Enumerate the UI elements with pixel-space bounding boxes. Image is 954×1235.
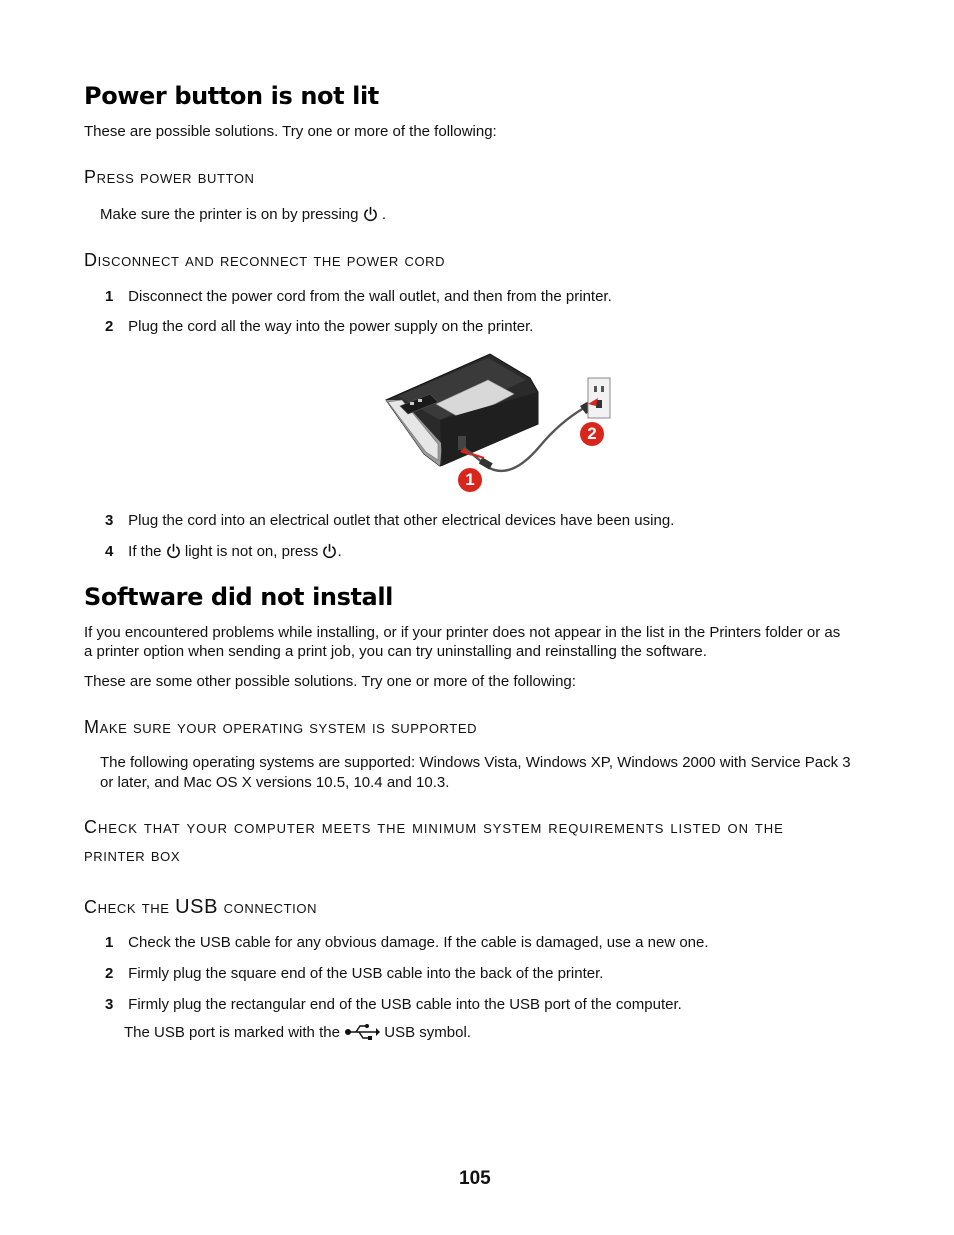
usb-icon — [344, 1023, 380, 1047]
step-number: 3 — [105, 996, 114, 1013]
step-number: 2 — [105, 965, 114, 982]
usb-note — [124, 1023, 471, 1047]
step-row — [105, 511, 674, 531]
step-number: 1 — [105, 288, 114, 305]
callout-2: 2 — [587, 424, 597, 443]
step-number: 3 — [105, 512, 114, 529]
section-intro: These are possible solutions. Try one or more of the following: — [84, 123, 497, 140]
section-title-power-button: Power button is not lit — [84, 82, 379, 110]
step-number: 2 — [105, 318, 114, 335]
power-icon — [363, 206, 378, 228]
usb-note-before: The USB port is marked with the — [124, 1024, 340, 1041]
section-title-software: Software did not install — [84, 583, 393, 611]
step-text-c: . — [337, 543, 342, 560]
step-text: Check the USB cable for any obvious damage. If the cable is damaged, use a new one. — [128, 934, 709, 951]
usb-heading-a: Check the — [84, 897, 176, 917]
callout-1: 1 — [465, 470, 475, 489]
usb-heading-b: USB — [175, 896, 219, 918]
step-row — [105, 287, 612, 307]
subheading-press-power: Press power button — [84, 167, 255, 187]
step-text: Disconnect the power cord from the wall outlet, and then from the printer. — [128, 288, 612, 305]
step-row — [105, 542, 342, 565]
subheading-disconnect-reconnect: Disconnect and reconnect the power cord — [84, 250, 446, 270]
subheading-usb-connection — [84, 896, 317, 919]
press-power-text-before: Make sure the printer is on by pressing — [100, 206, 359, 223]
power-icon — [166, 543, 181, 565]
os-text-line1: The following operating systems are supported: Windows Vista, Windows XP, Windows 2000 with Service Pack 3 — [100, 754, 851, 771]
software-para2: These are some other possible solutions. Try one or more of the following: — [84, 673, 576, 690]
os-text-line2: or later, and Mac OS X versions 10.5, 10.4 and 10.3. — [100, 774, 450, 791]
step-text: Plug the cord all the way into the power supply on the printer. — [128, 318, 534, 335]
subheading-system-requirements-line1: Check that your computer meets the minimum system requirements listed on the — [84, 817, 784, 837]
subheading-system-requirements-line2: printer box — [84, 845, 181, 865]
usb-note-after: USB symbol. — [384, 1024, 471, 1041]
press-power-text-after: . — [381, 206, 386, 223]
subheading-os-supported: Make sure your operating system is supported — [84, 717, 478, 737]
page-number: 105 — [459, 1168, 491, 1189]
step-text-b: light is not on, press — [184, 543, 319, 560]
software-para1-line2: a printer option when sending a print job, you can try uninstalling and reinstalling the software. — [84, 643, 707, 660]
step-text: Firmly plug the square end of the USB cable into the back of the printer. — [128, 965, 604, 982]
step-row — [105, 964, 603, 984]
software-para1-line1: If you encountered problems while installing, or if your printer does not appear in the list in the Printers folder or as — [84, 624, 841, 641]
power-icon — [322, 543, 337, 565]
step-row — [105, 933, 709, 953]
press-power-text — [100, 205, 386, 228]
step-row — [105, 995, 682, 1015]
step-number: 1 — [105, 934, 114, 951]
step-text-a: If the — [128, 543, 162, 560]
step-number: 4 — [105, 543, 114, 560]
step-text: Plug the cord into an electrical outlet that other electrical devices have been using. — [128, 512, 675, 529]
printer-power-cord-figure — [380, 348, 620, 496]
step-row — [105, 317, 533, 337]
usb-heading-c: connection — [218, 897, 318, 917]
step-text: Firmly plug the rectangular end of the USB cable into the USB port of the computer. — [128, 996, 682, 1013]
